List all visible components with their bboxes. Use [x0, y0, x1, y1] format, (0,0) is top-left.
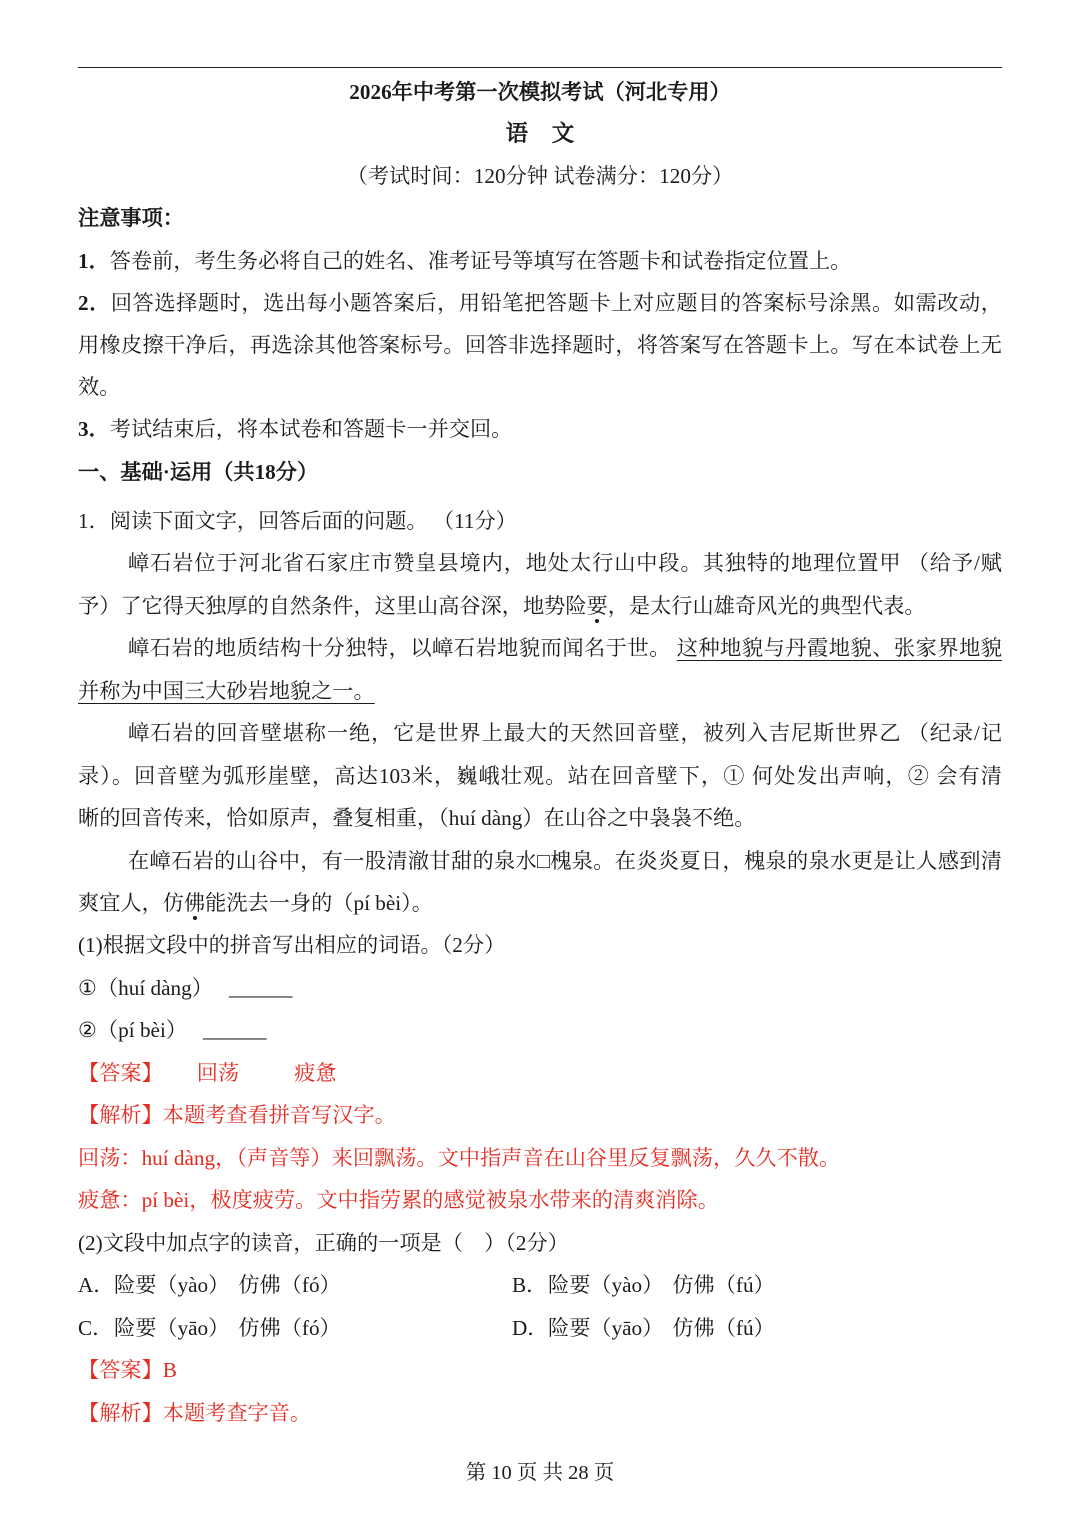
passage-text: 予）了它得天独厚的自然条件，这里山高谷深，地势险 [78, 593, 587, 618]
header-rule [78, 67, 1002, 68]
exam-header-and-notice [78, 71, 1002, 493]
answer-line: 【答案】B [78, 1358, 177, 1383]
notice-item-2 [78, 282, 1002, 324]
emphasis-dot-character: 佛 [183, 891, 206, 916]
passage-line: 嶂石岩的回音壁堪称一绝，它是世界上最大的天然回音壁，被列入吉尼斯世界乙 （纪录/记 [128, 721, 1002, 746]
passage-paragraph-1 [78, 542, 1002, 627]
passage-paragraph-2 [78, 627, 1002, 712]
option-label: D． [512, 1315, 549, 1340]
passage-line [78, 670, 1002, 712]
options-row-1 [78, 1264, 1002, 1306]
answer-line [78, 1052, 1002, 1094]
analysis-line: 【解析】本题考查字音。 [78, 1400, 312, 1425]
exam-time-and-score-info: （考试时间：120分钟 试卷满分：120分） [346, 164, 734, 189]
notice-heading: 注意事项： [78, 206, 184, 231]
notice-item-text: 考试结束后，将本试卷和答题卡一并交回。 [109, 417, 513, 442]
option-c [78, 1307, 512, 1349]
question-1 [78, 500, 1002, 1434]
notice-item-number: 1． [78, 248, 110, 273]
passage-text: 能洗去一身的（pí bèi）。 [205, 891, 433, 916]
pinyin-blank-row-1 [78, 967, 1002, 1009]
notice-item-text: 回答选择题时，选出每小题答案后，用铅笔把答题卡上对应题目的答案标号涂黑。如需改动， [110, 290, 1002, 315]
section-heading: 一、基础·运用（共18分） [78, 459, 319, 484]
answer-blank: ______ [203, 1018, 267, 1043]
option-label: A． [78, 1273, 115, 1298]
option-reading: 仿佛（fó） [238, 1273, 341, 1298]
passage-line [78, 627, 1002, 669]
passage-line: 录）。回音壁为弧形崖壁，高达103米，巍峨壮观。站在回音壁下，① 何处发出声响，② 会有清 [78, 763, 1002, 788]
option-label: B． [512, 1273, 548, 1298]
notice-item-text: 效。 [78, 375, 121, 400]
passage-paragraph-3 [78, 712, 1002, 839]
passage-text: 爽宜人，仿 [78, 891, 184, 916]
option-d [512, 1307, 946, 1349]
option-reading: 仿佛（fó） [238, 1315, 341, 1340]
notice-item-3 [78, 408, 1002, 450]
explanation-line: 疲惫：pí bèi，极度疲劳。文中指劳累的感觉被泉水带来的清爽消除。 [78, 1188, 719, 1213]
answer-blank: ______ [228, 975, 293, 1000]
notice-item-2-line-2 [78, 324, 1002, 366]
underlined-sentence: 这种地貌与丹霞地貌、张家界地貌 [676, 636, 1002, 661]
answer-word: 回荡 [196, 1060, 240, 1085]
option-reading: 险要（yào） [548, 1273, 664, 1298]
underlined-sentence: 并称为中国三大砂岩地貌之一。 [78, 678, 375, 703]
options-row-2 [78, 1307, 1002, 1349]
explanation-line: 回荡：huí dàng，（声音等）来回飘荡。文中指声音在山谷里反复飘荡，久久不散。 [78, 1145, 841, 1170]
question-1-stem: 1．阅读下面文字，回答后面的问题。 （11分） [78, 508, 517, 533]
option-b [512, 1264, 946, 1306]
option-label: C． [78, 1315, 114, 1340]
subquestion-1-prompt: (1)根据文段中的拼音写出相应的词语。（2分） [78, 933, 506, 958]
passage-line: 嶂石岩位于河北省石家庄市赞皇县境内，地处太行山中段。其独特的地理位置甲 （给予/赋 [128, 551, 1002, 576]
notice-item-number: 2． [78, 290, 111, 315]
answer-word: 疲惫 [294, 1060, 337, 1085]
option-reading: 险要（yāo） [548, 1315, 664, 1340]
option-a [78, 1264, 512, 1306]
page-footer: 第 10 页 共 28 页 [465, 1462, 615, 1484]
passage-text: ，是太行山雄奇风光的典型代表。 [607, 593, 926, 618]
subject-title: 语 文 [505, 121, 575, 147]
option-reading: 险要（yào） [114, 1273, 230, 1298]
passage-text: 嶂石岩的地质结构十分独特，以嶂石岩地貌而闻名于世。 [128, 636, 671, 661]
exam-title: 2026年中考第一次模拟考试（河北专用） [349, 79, 731, 104]
notice-item-1 [78, 240, 1002, 282]
option-reading: 险要（yāo） [114, 1315, 230, 1340]
emphasis-dot-character: 要 [586, 593, 608, 618]
passage-line [78, 882, 1002, 924]
subquestion-2-prompt: (2)文段中加点字的读音，正确的一项是（ ）（2分） [78, 1230, 569, 1255]
pinyin-label: ①（huí dàng） [78, 975, 213, 1000]
passage-line: 在嶂石岩的山谷中，有一股清澈甘甜的泉水□槐泉。在炎炎夏日，槐泉的泉水更是让人感到清 [128, 848, 1002, 873]
pinyin-label: ②（pí bèi） [78, 1018, 188, 1043]
notice-item-text: 答卷前，考生务必将自己的姓名、准考证号等填写在答题卡和试卷指定位置上。 [109, 248, 852, 273]
passage-paragraph-4 [78, 840, 1002, 925]
passage-line: 晰的回音传来，恰如原声，叠复相重，（huí dàng）在山谷之中袅袅不绝。 [78, 806, 756, 831]
analysis-line: 【解析】本题考查看拼音写汉字。 [78, 1103, 396, 1128]
option-reading: 仿佛（fú） [672, 1273, 775, 1298]
answer-tag: 【答案】 [78, 1060, 163, 1085]
option-reading: 仿佛（fú） [672, 1315, 775, 1340]
notice-item-text: 用橡皮擦干净后，再选涂其他答案标号。回答非选择题时，将答案写在答题卡上。写在本试卷上无 [78, 333, 1002, 358]
passage-line [78, 585, 1002, 627]
notice-item-number: 3． [78, 417, 110, 442]
pinyin-blank-row-2 [78, 1009, 1002, 1051]
notice-item-2-line-3 [78, 366, 1002, 408]
